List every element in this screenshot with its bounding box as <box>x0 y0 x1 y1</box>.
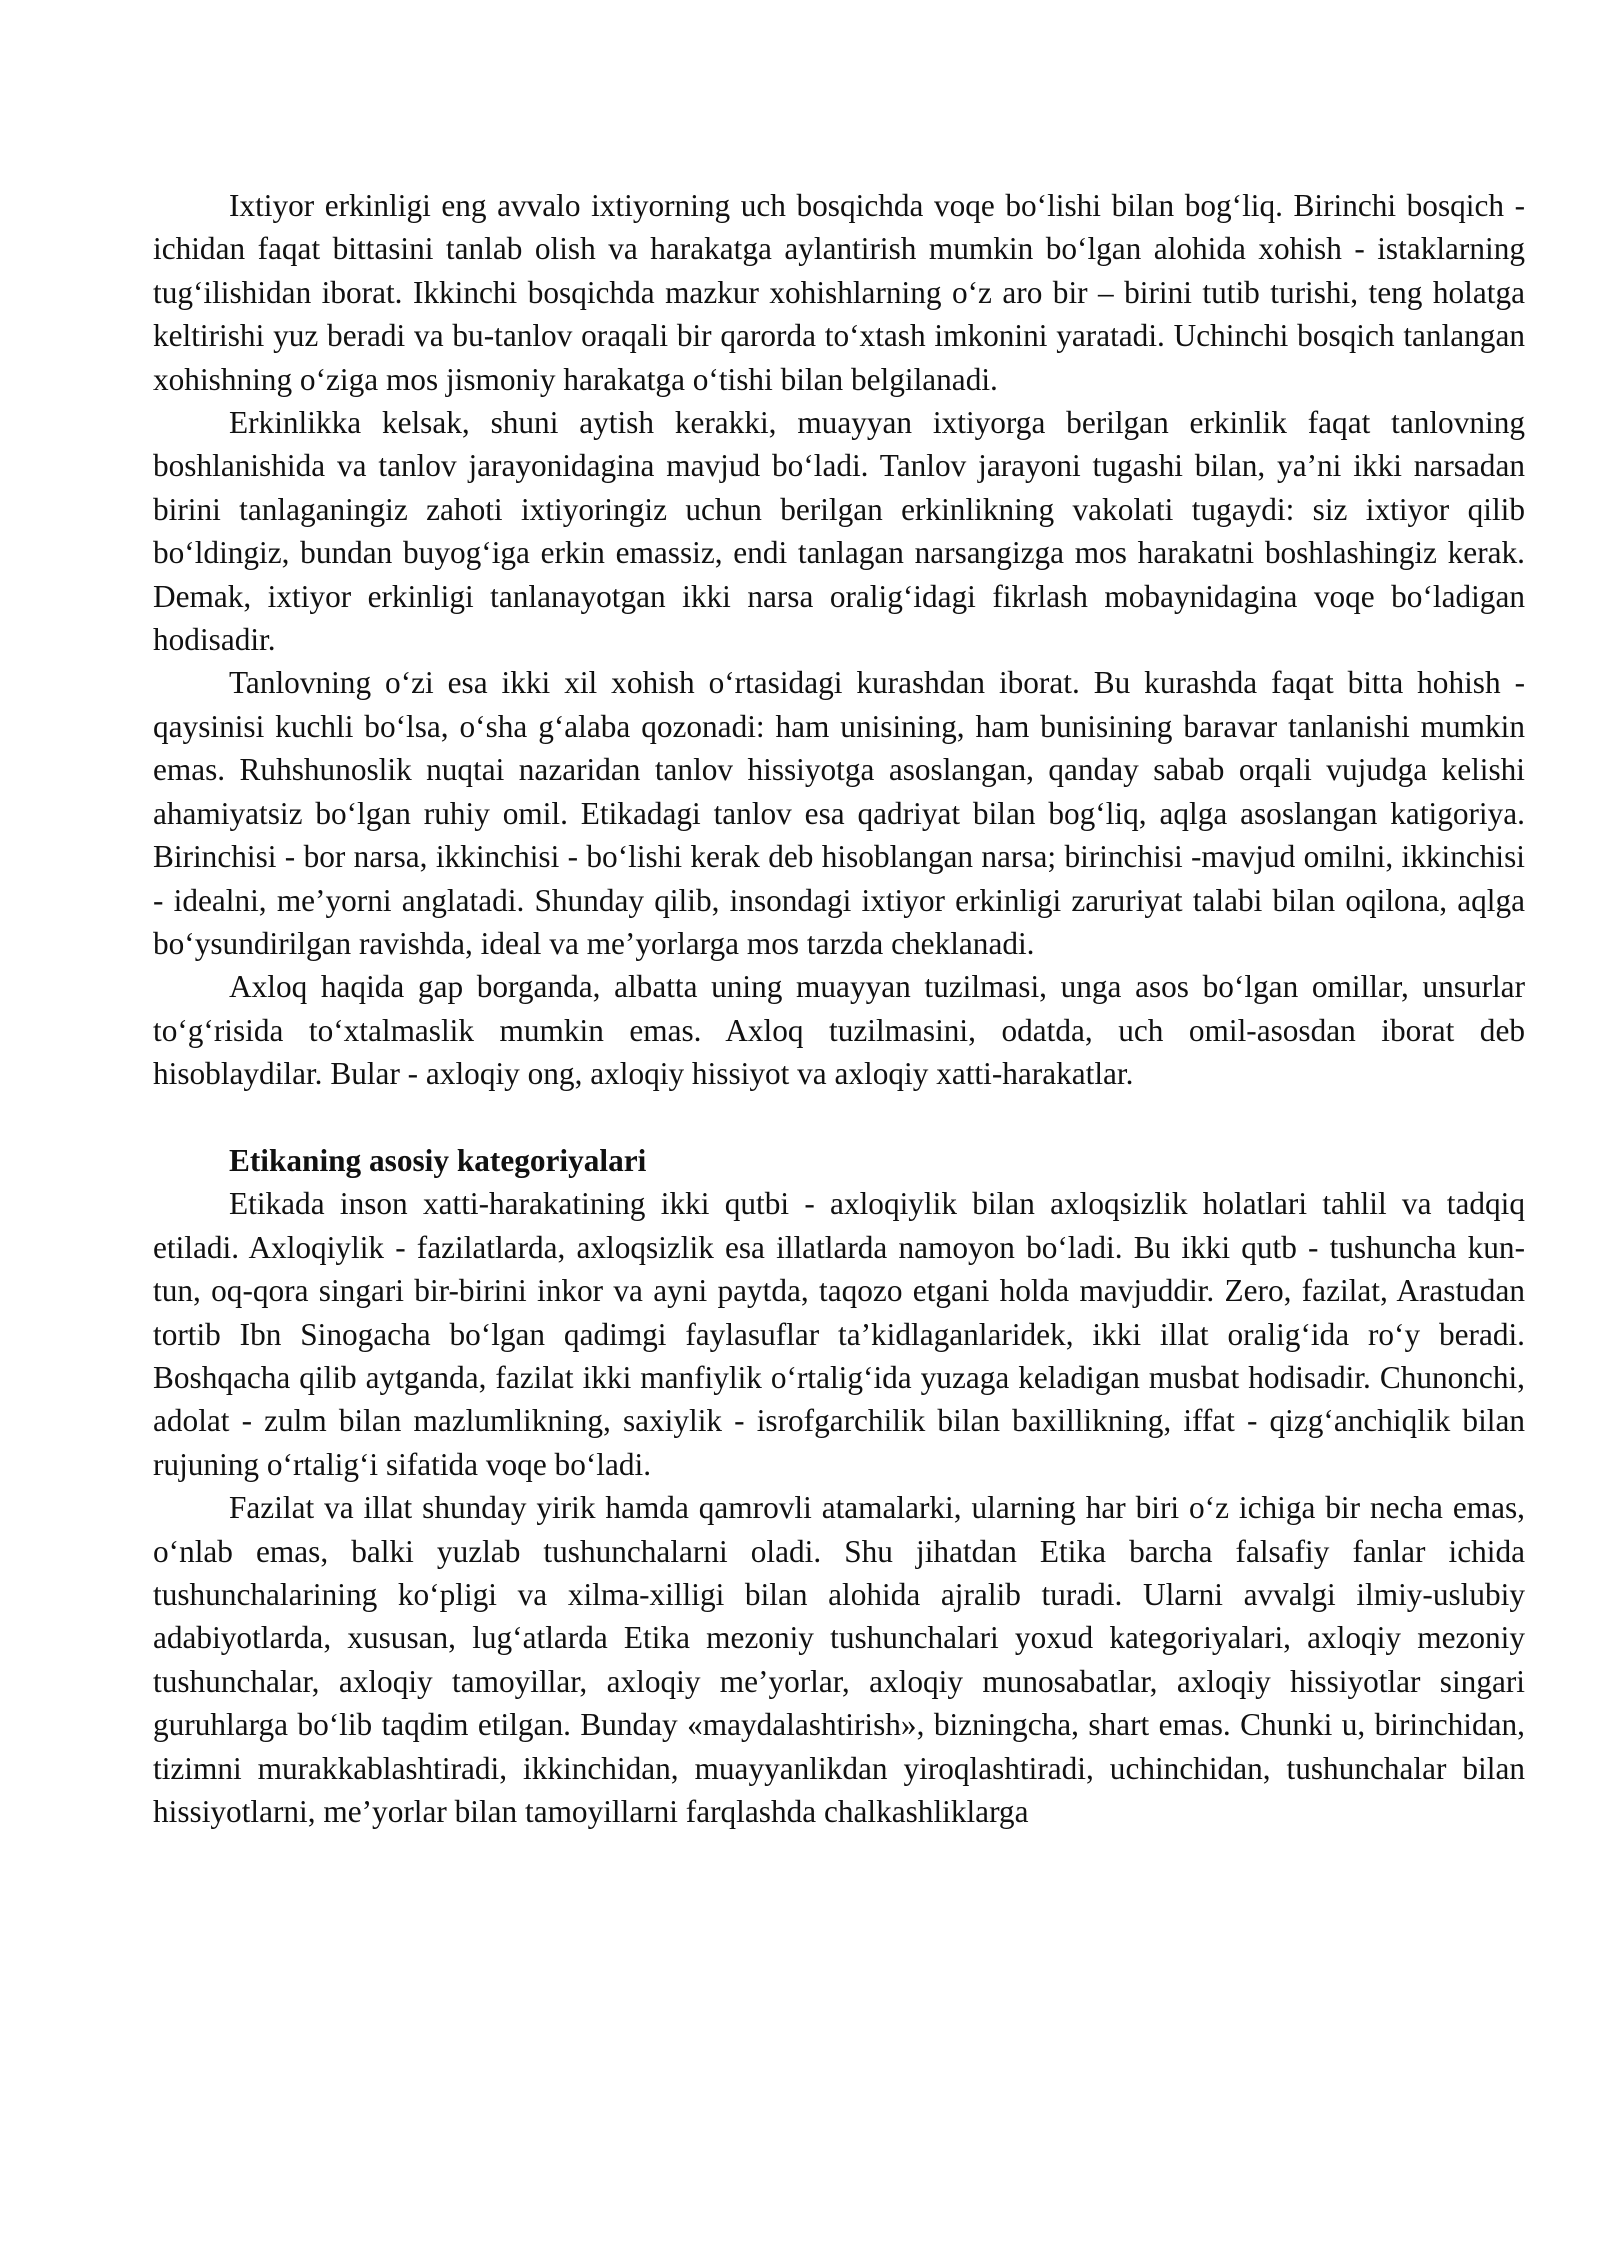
paragraph-virtue-and-vice: Fazilat va illat shunday yirik hamda qamrovli atamalarki, ularning har biri o‘z ichiga bir necha emas, o‘nlab emas, balki yuzlab tushunchalarni oladi. Shu jihatdan Etika barcha falsafiy fanlar ichida tushunchalarining ko‘pligi va xilma-xilligi bilan alohida ajralib turadi. Ularni avvalgi ilmiy-uslubiy adabiyotlarda, xususan, lug‘atlarda Etika mezoniy tushunchalari yoxud kategoriyalari, axloqiy mezoniy tushunchalar, axloqiy tamoyillar, axloqiy me’yorlar, axloqiy munosabatlar, axloqiy hissiyotlar singari guruhlarga bo‘lib taqdim etilgan. Bunday «maydalashtirish», bizningcha, shart emas. Chunki u, birinchidan, tizimni murakkablashtiradi, ikkinchidan, muayyanlikdan yiroqlashtiradi, uchinchidan, tushunchalar bilan hissiyotlarni, me’yorlar bilan tamoyillarni farqlashda chalkashliklarga <box>153 1490 1525 1830</box>
paragraph-choice-struggle: Tanlovning o‘zi esa ikki xil xohish o‘rtasidagi kurashdan iborat. Bu kurashda faqat bitta hohish - qaysinisi kuchli bo‘lsa, o‘sha g‘alaba qozonadi: ham unisining, ham bunisining baravar tanlanishi mumkin emas. Ruhshunoslik nuqtai nazaridan tanlov hissiyotga asoslangan, qanday sabab orqali vujudga kelishi ahamiyatsiz bo‘lgan ruhiy omil. Etikadagi tanlov esa qadriyat bilan bog‘liq, aqlga asoslangan katigoriya. Birinchisi - bor narsa, ikkinchisi - bo‘lishi kerak deb hisoblangan narsa; birinchisi -mavjud omilni, ikkinchisi - idealni, me’yorni anglatadi. Shunday qilib, insondagi ixtiyor erkinligi zaruriyat talabi bilan oqilona, aqlga bo‘ysundirilgan ravishda, ideal va me’yorlarga mos tarzda cheklanadi. <box>153 665 1525 961</box>
paragraph-morality-structure: Axloq haqida gap borganda, albatta uning muayyan tuzilmasi, unga asos bo‘lgan omillar, unsurlar to‘g‘risida to‘xtalmaslik mumkin emas. Axloq tuzilmasini, odatda, uch omil-asosdan iborat deb hisoblaydilar. Bular - axloqiy ong, axloqiy hissiyot va axloqiy xatti-harakatlar. <box>153 969 1525 1092</box>
paragraph-free-will-stages: Ixtiyor erkinligi eng avvalo ixtiyorning uch bosqichda voqe bo‘lishi bilan bog‘liq. Birinchi bosqich - ichidan faqat bittasini tanlab olish va harakatga aylantirish mumkin bo‘lgan alohida xohish - istaklarning tug‘ilishidan iborat. Ikkinchi bosqichda mazkur xohishlarning o‘z aro bir – birini tutib turishi, teng holatga keltirishi yuz beradi va bu-tanlov oraqali bir qarorda to‘xtash imkonini yaratadi. Uchinchi bosqich tanlangan xohishning o‘ziga mos jismoniy harakatga o‘tishi bilan belgilanadi. <box>153 188 1525 397</box>
paragraph-freedom-of-choice: Erkinlikka kelsak, shuni aytish kerakki, muayyan ixtiyorga berilgan erkinlik faqat tanlovning boshlanishida va tanlov jarayonidagina mavjud bo‘ladi. Tanlov jarayoni tugashi bilan, ya’ni ikki narsadan birini tanlaganingiz zahoti ixtiyoringiz uchun berilgan erkinlikning vakolati tugaydi: siz ixtiyor qilib bo‘ldingiz, bundan buyog‘iga erkin emassiz, endi tanlagan narsangizga mos harakatni boshlashingiz kerak. Demak, ixtiyor erkinligi tanlanayotgan ikki narsa oralig‘idagi fikrlash mobaynidagina voqe bo‘ladigan hodisadir. <box>153 405 1525 658</box>
section-heading: Etikaning asosiy kategoriyalari <box>229 1142 647 1178</box>
section-spacer <box>153 1096 1525 1139</box>
document-page <box>153 184 1525 1833</box>
paragraph-ethics-poles: Etikada inson xatti-harakatining ikki qutbi - axloqiylik bilan axloqsizlik holatlari tahlil va tadqiq etiladi. Axloqiylik - fazilatlarda, axloqsizlik esa illatlarda namoyon bo‘ladi. Bu ikki qutb - tushuncha kun-tun, oq-qora singari bir-birini inkor va ayni paytda, taqozo etgani holda mavjuddir. Zero, fazilat, Arastudan tortib Ibn Sinogacha bo‘lgan qadimgi faylasuflar ta’kidlaganlaridek, ikki illat oralig‘ida ro‘y beradi. Boshqacha qilib aytganda, fazilat ikki manfiylik o‘rtalig‘ida yuzaga keladigan musbat hodisadir. Chunonchi, adolat - zulm bilan mazlumlikning, saxiylik - isrofgarchilik bilan baxillikning, iffat - qizg‘anchiqlik bilan rujuning o‘rtalig‘i sifatida voqe bo‘ladi. <box>153 1186 1525 1482</box>
